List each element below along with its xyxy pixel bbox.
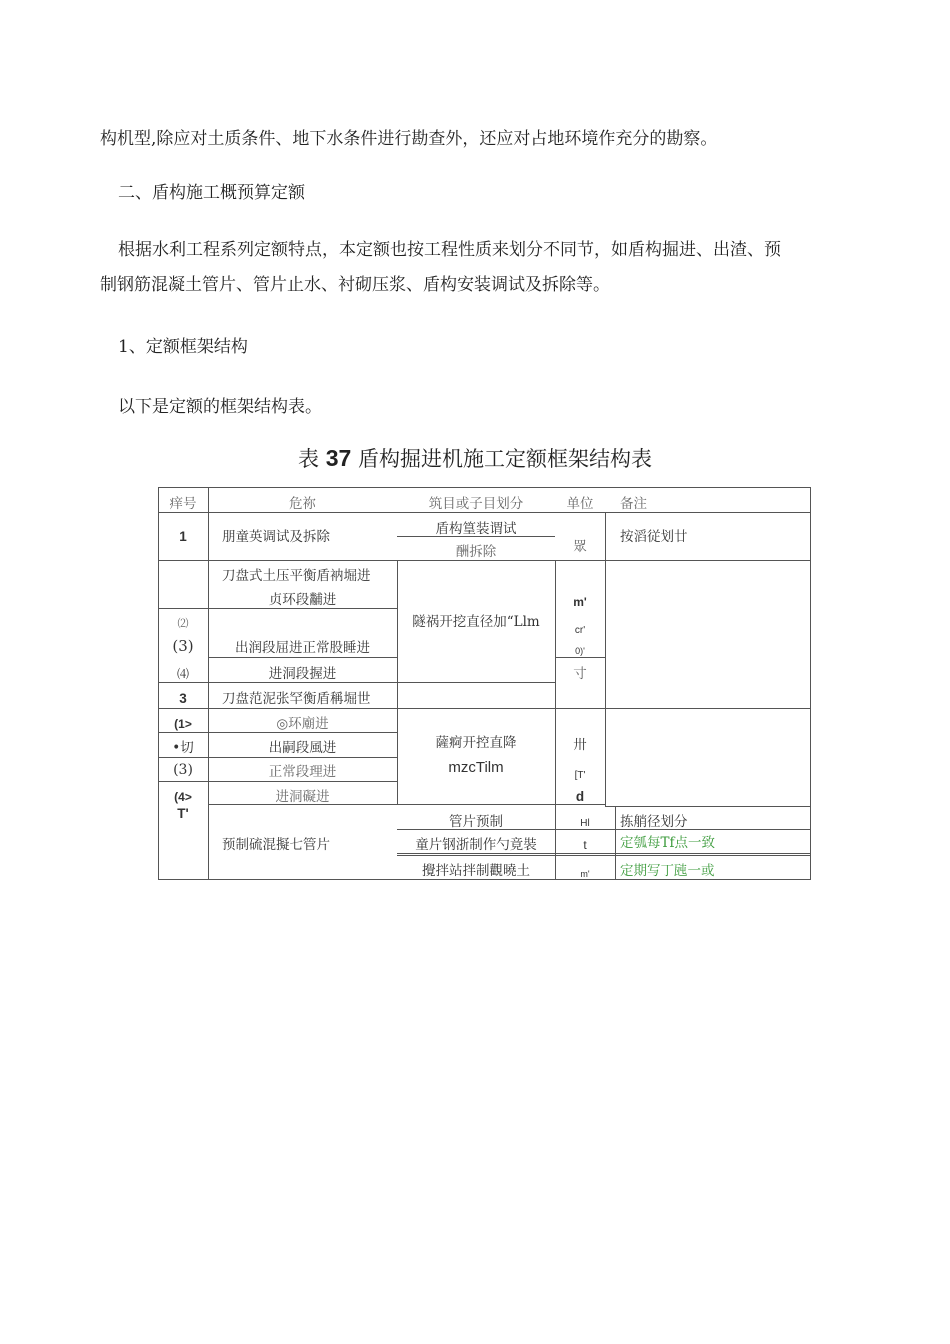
row4-sub3: 攪拌站拌制觀曉土 xyxy=(422,863,530,879)
row4-note3: 定期写丁瓲一或 xyxy=(620,863,715,879)
header-name: 危祢 xyxy=(289,496,316,512)
row4-note1: 拣艄径划分 xyxy=(620,814,688,830)
row3-group2: mzcTilm xyxy=(448,759,504,776)
row3-no2: •切 xyxy=(172,740,194,756)
table-rule xyxy=(605,560,606,708)
row2-no3: (3) xyxy=(172,637,194,655)
row1-note: 按滔従划廿 xyxy=(620,529,688,545)
paragraph-2-line-2: 制钢筋混凝土管片、管片止水、衬砌压浆、盾构安装调试及拆除等。 xyxy=(100,275,610,295)
row4-unit3: m' xyxy=(580,869,590,879)
table-title-suffix: 盾构掘进机施工定额框架结构表 xyxy=(357,447,652,471)
table-rule xyxy=(615,806,616,879)
row1-sub1: 盾构篁装谓试 xyxy=(435,521,517,537)
table-rule xyxy=(397,560,398,708)
row3-unit1: 卅 xyxy=(573,737,587,753)
header-no: 痒号 xyxy=(169,496,197,512)
paragraph-3: 以下是定额的框架结构表。 xyxy=(118,397,322,417)
row2-name: 刀盘式土压平衡盾衲堀进 xyxy=(222,568,371,584)
table-rule xyxy=(208,487,209,880)
table-rule xyxy=(605,512,606,560)
row3-no4: (4> xyxy=(174,790,192,804)
table-rule xyxy=(158,512,208,513)
row2-sub3: 出润段屈进正常股睡进 xyxy=(235,640,370,656)
header-note: 备注 xyxy=(620,496,647,512)
row1-name: 朋童英调试及拆除 xyxy=(222,529,330,545)
row3-sub2: 出嗣段風进 xyxy=(268,740,337,756)
row2-no2: ⑵ xyxy=(177,617,189,630)
table-rule xyxy=(158,487,810,488)
table-rule xyxy=(158,708,810,709)
row3-sub4: 进洞礙进 xyxy=(275,789,330,805)
table-rule xyxy=(158,560,810,561)
table-rule xyxy=(397,708,398,804)
table-rule xyxy=(158,732,397,733)
row1-sub2: 酬拆除 xyxy=(455,544,497,560)
section-heading: 二、盾构施工概预算定额 xyxy=(118,183,305,203)
row3-name: 刀盘范泥张罕衡盾稱堀世 xyxy=(222,691,371,707)
row3-no1: (1> xyxy=(174,717,192,731)
row3-sub1: ◎环廟进 xyxy=(276,716,329,732)
row2-unit3: 0)' xyxy=(575,646,585,656)
table-rule xyxy=(397,853,810,854)
row2-unit2: cr' xyxy=(574,625,586,636)
row3-sub3: 正常段理进 xyxy=(268,764,337,780)
row3-no: 3 xyxy=(179,691,187,706)
table-rule xyxy=(605,708,606,806)
table-rule xyxy=(158,879,810,880)
table-rule xyxy=(158,682,555,683)
row1-unit: 眾 xyxy=(573,539,587,555)
row2-unit1: m' xyxy=(573,595,587,609)
table-rule xyxy=(158,757,397,758)
paragraph-1: 构机型,除应对土质条件、地下水条件进行勘查外，还应对占地环境作充分的勘察。 xyxy=(100,129,718,149)
row2-sub4: 进洞段握进 xyxy=(268,666,337,682)
row4-name: 预制硫混擬七管片 xyxy=(222,837,330,853)
row4-unit1: Hl xyxy=(580,818,590,829)
row3-group1: 薩痾开控直降 xyxy=(435,735,517,751)
table-rule xyxy=(397,855,810,856)
row3-unit3: d xyxy=(575,789,585,804)
paragraph-2-line-1: 根据水利工程系列定额特点，本定额也按工程性质来划分不同节，如盾构掘进、出渣、预 xyxy=(118,240,781,260)
table-rule xyxy=(158,608,397,609)
row4-sub1: 管片预制 xyxy=(449,814,503,830)
row4-sub2: 童片钢浙制作勺竟裝 xyxy=(415,837,537,853)
row2-no4: ⑷ xyxy=(176,667,189,681)
header-unit: 单位 xyxy=(566,496,594,512)
header-items: 筑目或子目划分 xyxy=(428,496,524,512)
table-rule xyxy=(208,657,397,658)
row3-unit2: [T' xyxy=(574,770,586,781)
row4-unit2: t xyxy=(583,838,587,852)
row2-unit4: 寸 xyxy=(573,666,587,682)
table-rule xyxy=(158,781,397,782)
table-title-number: 37 xyxy=(325,445,352,471)
row1-no: 1 xyxy=(179,529,187,544)
row4-note2: 定瓠每Tf点一致 xyxy=(620,835,716,851)
table-rule xyxy=(208,512,810,513)
row2-sub1: 贞环段黼进 xyxy=(268,592,337,608)
table-rule xyxy=(605,806,810,807)
table-rule xyxy=(810,487,811,880)
row2-group: 隧祸开挖直径加“Llm xyxy=(412,614,540,630)
row4-no: T' xyxy=(177,806,189,821)
row3-no3: (3) xyxy=(173,762,193,778)
subsection-heading: 1、定额框架结构 xyxy=(118,337,248,357)
table-title-prefix: 表 xyxy=(298,447,320,471)
